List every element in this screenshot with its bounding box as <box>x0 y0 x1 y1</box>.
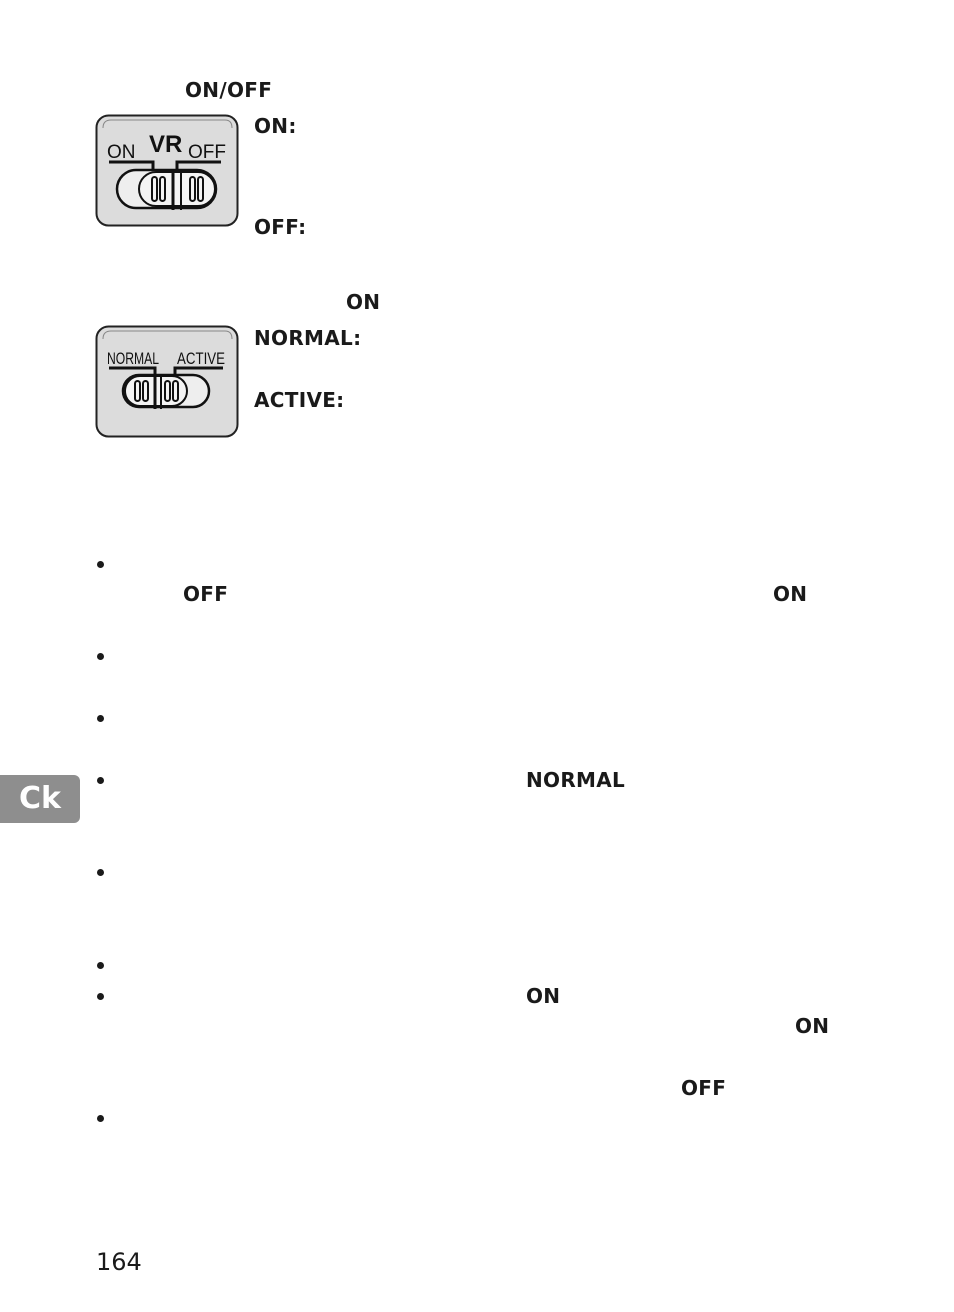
vr-switch-illustration <box>95 114 240 228</box>
vr-off-label: OFF <box>188 142 226 163</box>
vr-label: VR <box>149 131 183 158</box>
note7-on: ON <box>526 984 561 1008</box>
vr-off-item-label: OFF: <box>254 215 307 239</box>
mode-switch-illustration <box>95 325 240 439</box>
note7-on-2: ON <box>795 1014 830 1038</box>
active-label: ACTIVE <box>177 349 225 368</box>
normal-label: NORMAL <box>107 349 159 368</box>
normal-item-label: NORMAL: <box>254 326 362 350</box>
active-item-label: ACTIVE: <box>254 388 345 412</box>
note4-normal: NORMAL <box>526 768 626 792</box>
vr-on-label: ON <box>107 142 136 163</box>
note1-on: ON <box>773 582 808 606</box>
bullet-6 <box>97 962 104 969</box>
bullet-8 <box>97 1115 104 1122</box>
bullet-7 <box>97 993 104 1000</box>
vr-on-item-label: ON: <box>254 114 297 138</box>
page-number: 164 <box>96 1248 142 1276</box>
note1-off: OFF <box>183 582 229 606</box>
bullet-1 <box>97 561 104 568</box>
bullet-4 <box>97 777 104 784</box>
note7-off: OFF <box>681 1076 727 1100</box>
bullet-5 <box>97 869 104 876</box>
vr-switch-heading: ON/OFF <box>185 78 273 102</box>
section-tab: Ck <box>0 775 80 823</box>
bullet-2 <box>97 653 104 660</box>
bullet-3 <box>97 715 104 722</box>
mode-switch-heading: ON <box>346 290 381 314</box>
